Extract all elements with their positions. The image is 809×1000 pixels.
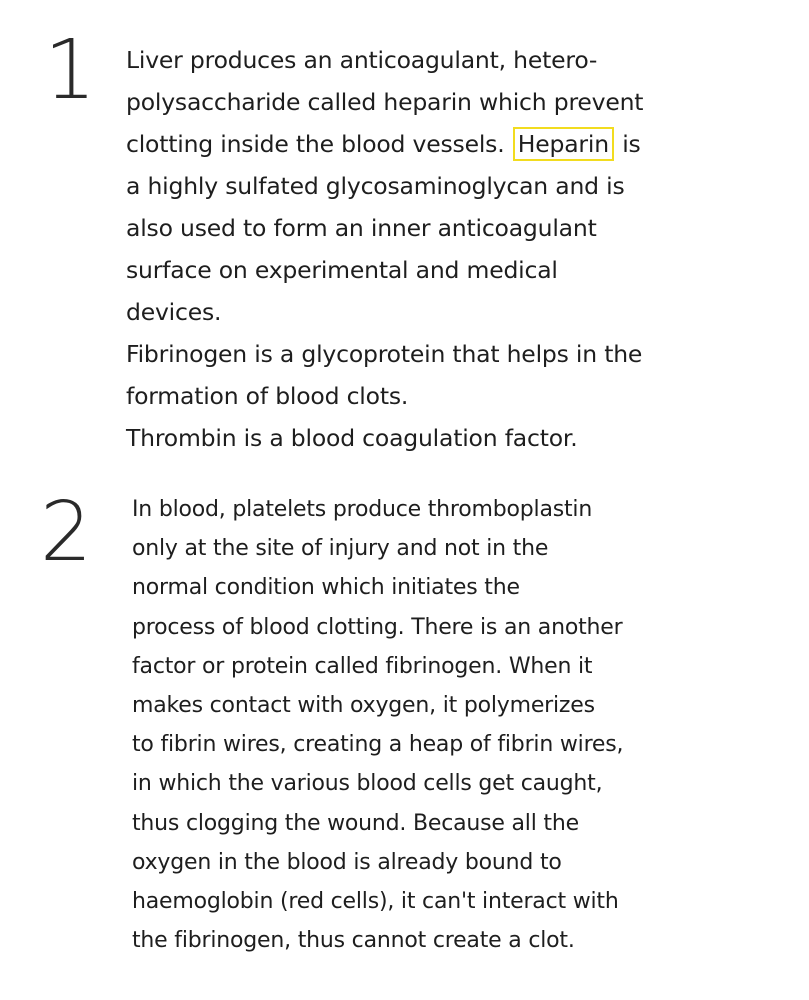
text-line: Thrombin is a blood coagulation factor. bbox=[126, 424, 578, 452]
highlighted-word-box: Heparin bbox=[513, 127, 614, 161]
text-line: Liver produces an anticoagulant, hetero- bbox=[126, 46, 598, 74]
text-line: Fibrinogen is a glycoprotein that helps in the bbox=[126, 340, 643, 368]
section-2-paragraph bbox=[132, 490, 623, 960]
text-line: process of blood clotting. There is an another bbox=[132, 614, 623, 640]
text-line: a highly sulfated glycosaminoglycan and is bbox=[126, 172, 625, 200]
text-line: haemoglobin (red cells), it can't interact with bbox=[132, 888, 619, 914]
text-segment: is bbox=[622, 130, 641, 158]
text-line: thus clogging the wound. Because all the bbox=[132, 810, 579, 836]
section-number-2: 2 bbox=[40, 485, 93, 580]
text-line: the fibrinogen, thus cannot create a clot. bbox=[132, 928, 575, 954]
text-line: oxygen in the blood is already bound to bbox=[132, 849, 562, 875]
text-line: in which the various blood cells get caught, bbox=[132, 771, 603, 797]
text-line-with-highlight bbox=[126, 123, 643, 165]
text-line: surface on experimental and medical bbox=[126, 256, 558, 284]
text-line: makes contact with oxygen, it polymerizes bbox=[132, 692, 595, 718]
text-line: only at the site of injury and not in the bbox=[132, 536, 549, 562]
text-line: also used to form an inner anticoagulant bbox=[126, 214, 597, 242]
text-line: devices. bbox=[126, 298, 222, 326]
text-line: to fibrin wires, creating a heap of fibrin wires, bbox=[132, 732, 624, 758]
text-line: polysaccharide called heparin which prevent bbox=[126, 88, 644, 116]
text-line: formation of blood clots. bbox=[126, 382, 409, 410]
text-line: In blood, platelets produce thromboplastin bbox=[132, 497, 593, 522]
text-segment: clotting inside the blood vessels. bbox=[126, 130, 505, 158]
text-line: factor or protein called fibrinogen. When it bbox=[132, 653, 593, 679]
section-number-1: 1 bbox=[44, 23, 97, 118]
text-line: normal condition which initiates the bbox=[132, 575, 520, 601]
section-1-paragraph bbox=[126, 39, 643, 459]
